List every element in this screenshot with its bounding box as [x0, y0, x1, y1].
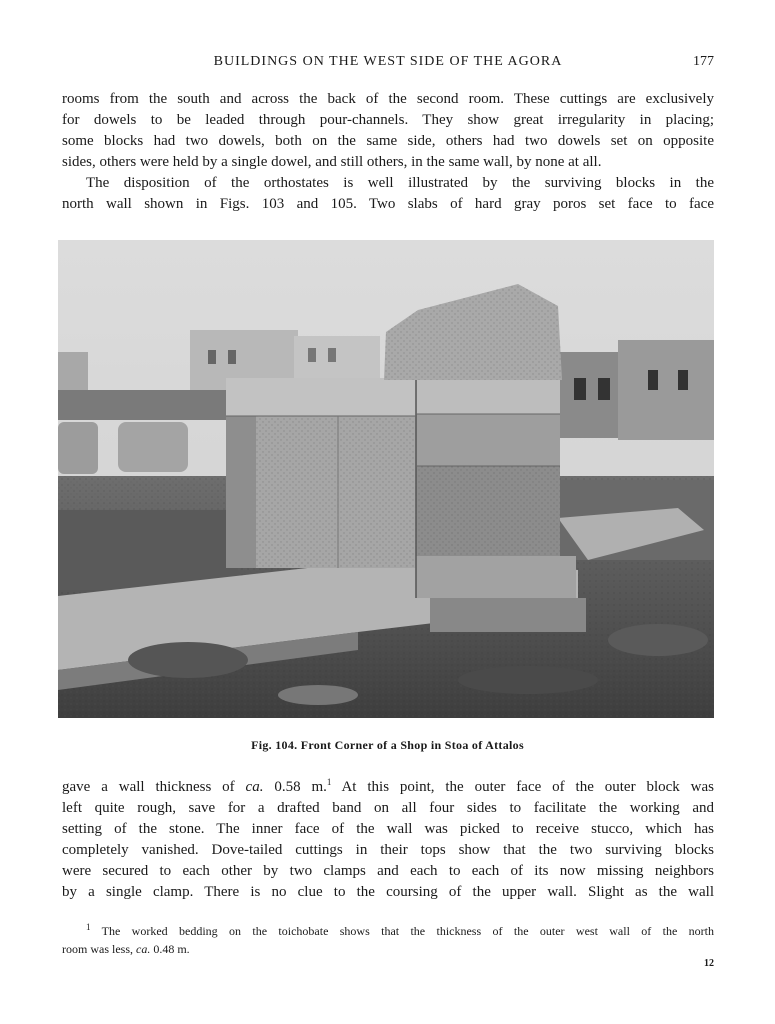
text-run: 0.48 m.: [150, 942, 190, 956]
text-run: 0.58 m.: [263, 779, 327, 795]
text-line: were secured to each other by two clamps and each to each of its now missing neighbors: [62, 863, 714, 879]
paragraph-2: [62, 173, 714, 215]
text-line: [62, 777, 714, 798]
figure-caption: Fig. 104. Front Corner of a Shop in Stoa of Attalos: [251, 738, 524, 752]
paragraph-3: [62, 777, 714, 903]
figure-photograph: [58, 240, 714, 718]
text-run: At this point, the outer face of the outer block was: [331, 779, 714, 795]
text-line: north wall shown in Figs. 103 and 105. Two slabs of hard gray poros set face to face: [62, 196, 714, 212]
footnote-marker: 1: [86, 922, 91, 932]
footnote-reference: 1: [326, 777, 332, 787]
paragraph-1: [62, 89, 714, 173]
stoa-shop-corner-photo: [58, 240, 714, 718]
text-run: room was less,: [62, 942, 136, 956]
footnote-line: [62, 940, 714, 958]
text-line: The disposition of the orthostates is well illustrated by the surviving blocks in the: [86, 175, 714, 191]
text-run: gave a wall thickness of: [62, 779, 246, 795]
text-line: sides, others were held by a single dowel, and still others, in the same wall, by none at all.: [62, 154, 602, 170]
signature-mark: 12: [704, 958, 714, 969]
text-line: setting of the stone. The inner face of the wall was picked to receive stucco, which has: [62, 821, 714, 837]
text-line: some blocks had two dowels, both on the same side, others had two dowels set on opposite: [62, 133, 714, 149]
text-line: for dowels to be leaded through pour-channels. They show great irregularity in placing;: [62, 112, 714, 128]
abbreviation-circa: ca.: [136, 942, 151, 956]
running-head: [62, 54, 714, 74]
text-line: rooms from the south and across the back of the second room. These cuttings are exclusively: [62, 91, 714, 107]
running-title: BUILDINGS ON THE WEST SIDE OF THE AGORA: [213, 54, 563, 69]
footnote: [62, 922, 714, 958]
text-line: left quite rough, save for a drafted band on all four sides to facilitate the working and: [62, 800, 714, 816]
abbreviation-circa: ca.: [245, 779, 264, 795]
page-number: 177: [693, 54, 714, 69]
footnote-line: [62, 922, 714, 940]
text-line: completely vanished. Dove-tailed cuttings in their tops show that the two surviving blocks: [62, 842, 714, 858]
text-run: The worked bedding on the toichobate shows that the thickness of the outer west wall of the north: [90, 924, 714, 938]
text-line: by a single clamp. There is no clue to the coursing of the upper wall. Slight as the wall: [62, 884, 714, 900]
